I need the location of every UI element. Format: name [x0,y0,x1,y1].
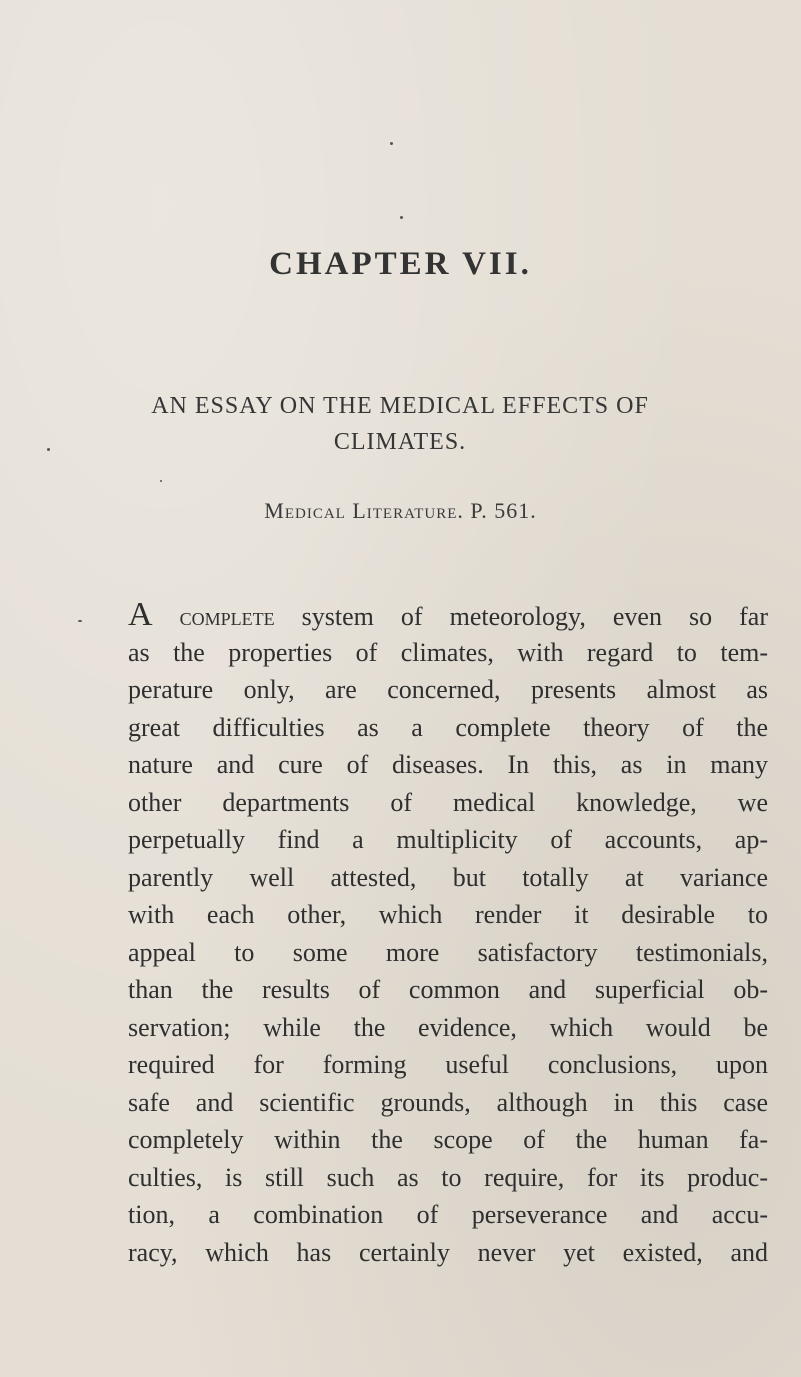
text-line-content: system of meteorology, even so far [274,602,768,631]
text-line: servation; while the evidence, which would be [128,1012,768,1042]
chapter-title: CHAPTER VII. [269,246,532,282]
paper-speck [160,480,162,482]
body-paragraph [128,596,768,1271]
lead-small-caps: complete [179,602,275,631]
essay-title-line-2: CLIMATES. [333,429,467,455]
text-line [128,596,768,634]
paper-speck [390,142,393,145]
paper-speck [78,620,82,622]
essay-title-line-1: AN ESSAY ON THE MEDICAL EFFECTS OF [151,393,649,419]
citation: Medical Literature. P. 561. [264,498,537,523]
essay-title [60,388,740,460]
text-line: appeal to some more satisfactory testimonials, [128,937,768,967]
text-line: with each other, which render it desirable to [128,900,768,929]
text-line: perature only, are concerned, presents almost as [128,675,768,704]
text-line: required for forming useful conclusions, upon [128,1050,768,1079]
paper-speck [47,448,50,451]
text-line: other departments of medical knowledge, we [128,787,768,817]
text-line: nature and cure of diseases. In this, as in many [128,750,768,779]
initial-letter: A [128,596,153,633]
text-line: than the results of common and superficial ob- [128,975,768,1004]
text-line: parently well attested, but totally at variance [128,862,768,892]
text-line: safe and scientific grounds, although in this case [128,1087,768,1117]
text-line: racy, which has certainly never yet existed, and [128,1237,768,1267]
text-line: great difficulties as a complete theory of the [128,712,768,742]
text-line: completely within the scope of the human fa- [128,1125,768,1154]
text-line: as the properties of climates, with regard to tem- [128,637,768,667]
text-line: tion, a combination of perseverance and accu- [128,1200,768,1229]
paper-speck [400,216,403,219]
text-line: culties, is still such as to require, for its produc- [128,1162,768,1192]
text-line: perpetually find a multiplicity of accounts, ap- [128,825,768,854]
